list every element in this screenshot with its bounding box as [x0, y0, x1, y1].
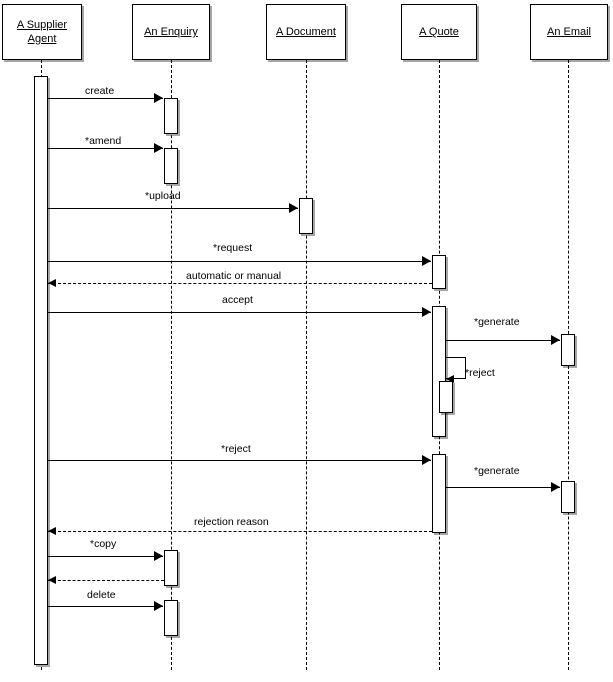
activation-bar-quote — [432, 306, 446, 437]
message-line-m13 — [48, 580, 164, 581]
arrowhead-right — [551, 482, 560, 492]
arrowhead-left — [48, 279, 56, 287]
activation-bar-enquiry — [164, 98, 178, 134]
message-line-m3 — [48, 208, 298, 209]
lifeline-label-quote: A Quote — [419, 26, 459, 38]
message-line-m4 — [48, 261, 431, 262]
message-line-m1 — [48, 98, 163, 99]
activation-bar-document — [299, 198, 313, 234]
message-line-m10 — [446, 487, 560, 488]
lifeline-label-document: A Document — [276, 26, 336, 38]
message-label-m9: *reject — [221, 443, 251, 455]
message-line-m14 — [48, 606, 163, 607]
arrowhead-right — [422, 455, 431, 465]
message-line-m6 — [48, 312, 431, 313]
arrowhead-right — [289, 203, 298, 213]
arrowhead-right — [551, 335, 560, 345]
message-label-m3: *upload — [145, 190, 181, 202]
activation-bar-agent — [34, 76, 48, 665]
message-label-m7: *generate — [474, 316, 520, 328]
arrowhead-left — [48, 527, 56, 535]
activation-bar-quote — [432, 454, 446, 533]
lifeline-label-enquiry: An Enquiry — [144, 26, 198, 38]
message-label-m11: rejection reason — [194, 516, 269, 528]
lifeline-head-document[interactable] — [266, 4, 346, 60]
message-label-m10: *generate — [474, 465, 520, 477]
arrowhead-right — [422, 256, 431, 266]
arrowhead-right — [154, 143, 163, 153]
arrowhead-right — [154, 551, 163, 561]
arrowhead-right — [422, 307, 431, 317]
message-line-m9 — [48, 460, 431, 461]
lifeline-head-quote[interactable] — [401, 4, 477, 60]
arrowhead-left — [48, 576, 56, 584]
message-line-m5 — [48, 283, 432, 284]
lifeline-line-document — [306, 60, 307, 670]
message-label-m12: *copy — [90, 538, 117, 550]
lifeline-label-agent: A Supplier Agent — [16, 19, 68, 45]
message-line-m2 — [48, 148, 163, 149]
message-label-m5: automatic or manual — [186, 270, 282, 282]
activation-bar-enquiry — [164, 600, 178, 636]
activation-bar-enquiry — [164, 148, 178, 184]
message-label-m4: *request — [213, 242, 253, 254]
message-label-m14: delete — [87, 589, 116, 601]
lifeline-head-enquiry[interactable] — [132, 4, 210, 60]
lifeline-head-agent[interactable] — [2, 4, 82, 60]
message-line-m12 — [48, 556, 163, 557]
activation-bar-email — [561, 334, 575, 366]
message-label-m6: accept — [222, 294, 253, 306]
message-label-m2: *amend — [85, 135, 122, 147]
message-line-m11 — [48, 531, 432, 532]
activation-bar-enquiry — [164, 550, 178, 586]
arrowhead-left — [446, 375, 454, 383]
lifeline-label-email: An Email — [546, 26, 592, 38]
lifeline-head-email[interactable] — [530, 4, 608, 60]
activation-bar-email — [561, 481, 575, 513]
message-line-m7 — [446, 340, 560, 341]
activation-bar-quote — [432, 255, 446, 289]
arrowhead-right — [154, 93, 163, 103]
arrowhead-right — [154, 601, 163, 611]
activation-bar-quote — [439, 381, 453, 413]
message-label-m1: create — [85, 85, 115, 97]
message-label-m8: *reject — [465, 367, 495, 379]
